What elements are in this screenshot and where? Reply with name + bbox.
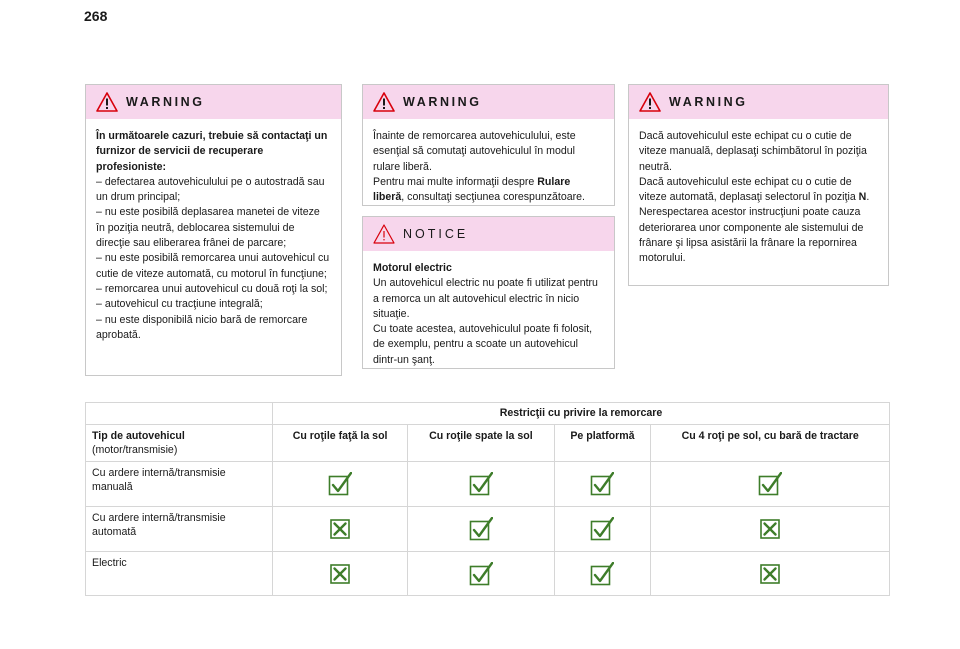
warning-text: Nerespectarea acestor instrucţiuni poate cauza deteriorarea unor componente ale sistemului de frânare şi lipsa asistării la frânare la repornirea motorului. [639,206,864,265]
table-cell-check [408,552,554,596]
warning-intro: În următoarele cazuri, trebuie să contactaţi un furnizor de servicii de recuperare profesioniste: [96,130,328,173]
row-label: Cu ardere internă/transmisie automată [86,507,273,552]
cross-icon [758,562,782,586]
warning-triangle-icon [96,92,118,112]
warning-triangle-icon [639,92,661,112]
check-icon [328,472,352,496]
warning-label: WARNING [126,95,205,109]
warning-text: Pentru mai multe informaţii despre Rulare liberă, consultaţi secţiunea corespunzătoare. [373,175,586,204]
table-empty-header [86,403,273,425]
table-column-header: Pe platformă [554,425,651,462]
cross-icon [328,517,352,541]
notice-label: NOTICE [403,227,469,241]
warning-box-right [628,84,889,286]
table-row [86,552,890,596]
warning-triangle-icon [373,92,395,112]
warning-item: – nu este posibilă remorcarea unui autovehicul cu cutie de viteze automată, cu motorul în funcţiune; [96,252,330,280]
cross-icon [328,562,352,586]
table-column-header: Cu roţile faţă la sol [273,425,408,462]
notice-header [363,217,614,251]
check-icon [469,472,493,496]
table-column-header: Cu 4 roţi pe sol, cu bară de tractare [651,425,890,462]
warning-text: Dacă autovehiculul este echipat cu o cutie de viteze manuală, deplasaţi schimbătorul în poziţia neutră. [639,130,867,173]
page-number: 268 [84,8,108,24]
warning-label: WARNING [669,95,748,109]
notice-triangle-icon [373,224,395,244]
warning-item: – defectarea autovehiculului pe o autostradă sau un drum principal; [96,175,325,204]
table-group-header: Restricţii cu privire la remorcare [273,403,890,425]
warning-header [363,85,614,119]
cross-icon [758,517,782,541]
table-cell-check [651,462,890,507]
table-row [86,462,890,507]
row-label: Electric [86,552,273,596]
table-row [86,507,890,552]
notice-title: Motorul electric [373,262,452,274]
warning-label: WARNING [403,95,482,109]
check-icon [469,562,493,586]
table-column-header: Cu roţile spate la sol [408,425,554,462]
table-cell-check [554,552,651,596]
row-label: Cu ardere internă/transmisie manuală [86,462,273,507]
notice-text: Cu toate acestea, autovehiculul poate fi folosit, de exemplu, pentru a scoate un autovehicul dintr-un şanţ. [373,323,593,366]
table-cell-check [408,507,554,552]
table-cell-check [554,507,651,552]
warning-text: Înainte de remorcarea autovehiculului, este esenţial să comutaţi autovehiculul în modul rulare liberă. [373,130,576,173]
warning-item: – autovehicul cu tracţiune integrală; [96,298,263,311]
check-icon [758,472,782,496]
notice-box [362,216,615,369]
notice-text: Un autovehicul electric nu poate fi utilizat pentru a remorca un alt autovehicul electric în nicio situaţie. [373,277,598,320]
warning-text: Dacă autovehiculul este echipat cu o cutie de viteze automată, deplasaţi selectorul în poziţia N. [639,175,870,204]
table-cell-cross [651,507,890,552]
table-cell-cross [651,552,890,596]
check-icon [590,562,614,586]
table-type-header: Tip de autovehicul (motor/transmisie) [86,425,273,462]
warning-box-middle [362,84,615,206]
table-cell-cross [273,507,408,552]
warning-box-left [85,84,342,376]
check-icon [469,517,493,541]
table-cell-check [554,462,651,507]
warning-header [86,85,341,119]
check-icon [590,472,614,496]
towing-restrictions-table [85,402,890,596]
table-cell-check [408,462,554,507]
warning-header [629,85,888,119]
warning-item: – remorcarea unui autovehicul cu două roţi la sol; [96,282,328,295]
check-icon [590,517,614,541]
warning-item: – nu este posibilă deplasarea manetei de viteze în poziţia neutră, deblocarea sistemului de direcţie sau eliberarea frânei de parcare; [96,206,320,250]
table-cell-cross [273,552,408,596]
table-cell-check [273,462,408,507]
warning-item: – nu este disponibilă nicio bară de remorcare aprobată. [96,313,308,341]
